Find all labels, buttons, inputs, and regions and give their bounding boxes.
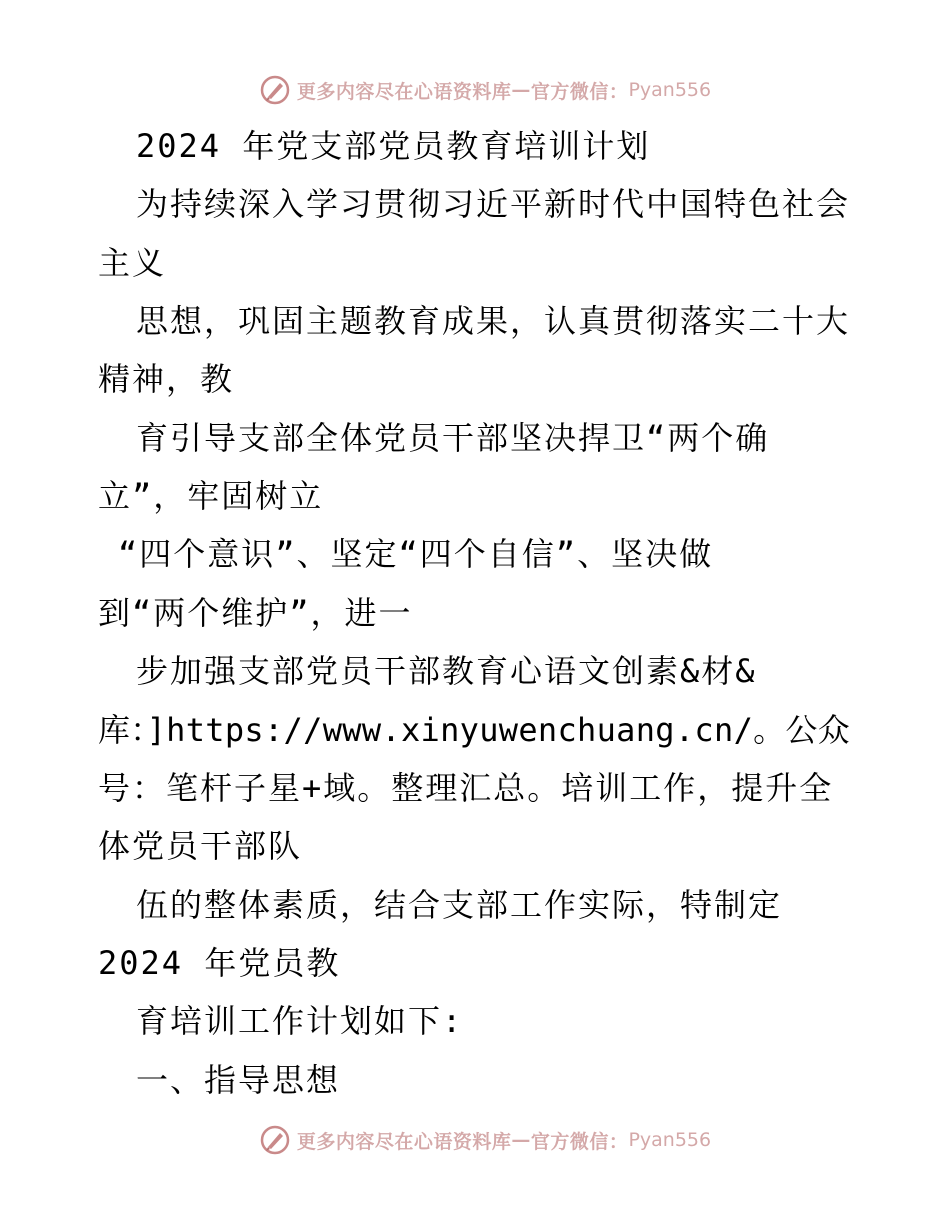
banner-brand-text: 更多内容尽在心语资料库 [296, 80, 512, 103]
banner-separator: — [511, 1129, 531, 1151]
doc-title: 2024 年党支部党员教育培训计划 [136, 127, 651, 165]
banner-content [259, 1124, 711, 1156]
doc-line: 育培训工作计划如下: [136, 1002, 464, 1040]
doc-line: 育引导支部全体党员干部坚决捍卫“两个确 [136, 419, 770, 457]
doc-line: 主义 [98, 244, 167, 282]
banner-wechat-id: Pyan556 [628, 79, 712, 101]
doc-line: “四个意识”、坚定“四个自信”、坚决做 [118, 535, 714, 573]
doc-line: 为持续深入学习贯彻习近平新时代中国特色社会 [136, 185, 851, 223]
doc-line: 2024 年党员教 [98, 944, 341, 982]
banner-wechat-id: Pyan556 [628, 1129, 712, 1151]
doc-line: 体党员干部队 [98, 827, 303, 865]
doc-line: 立”，牢固树立 [98, 477, 324, 515]
doc-line: 思想，巩固主题教育成果，认真贯彻落实二十大 [136, 302, 851, 340]
banner-wechat-label: 官方微信： [530, 1130, 629, 1153]
banner-brand-text: 更多内容尽在心语资料库 [296, 1130, 512, 1153]
doc-line: 库：]https://www.xinyuwenchuang.cn/。公众 [98, 711, 851, 749]
header-watermark-banner [0, 70, 950, 110]
doc-line: 号：笔杆子星+域。整理汇总。培训工作，提升全 [98, 769, 834, 807]
doc-line: 精神，教 [98, 360, 235, 398]
doc-line: 步加强支部党员干部教育心语文创素&材& [136, 652, 757, 690]
doc-line: 到“两个维护”，进一 [98, 594, 413, 632]
banner-content [259, 74, 711, 106]
doc-line: 伍的整体素质，结合支部工作实际，特制定 [136, 886, 783, 924]
banner-separator: — [511, 79, 531, 101]
banner-wechat-label: 官方微信： [530, 80, 629, 103]
quill-pen-circle-icon [259, 74, 291, 106]
footer-watermark-banner [0, 1120, 950, 1160]
section-heading: 一、指导思想 [136, 1061, 341, 1099]
quill-pen-circle-icon [259, 1124, 291, 1156]
